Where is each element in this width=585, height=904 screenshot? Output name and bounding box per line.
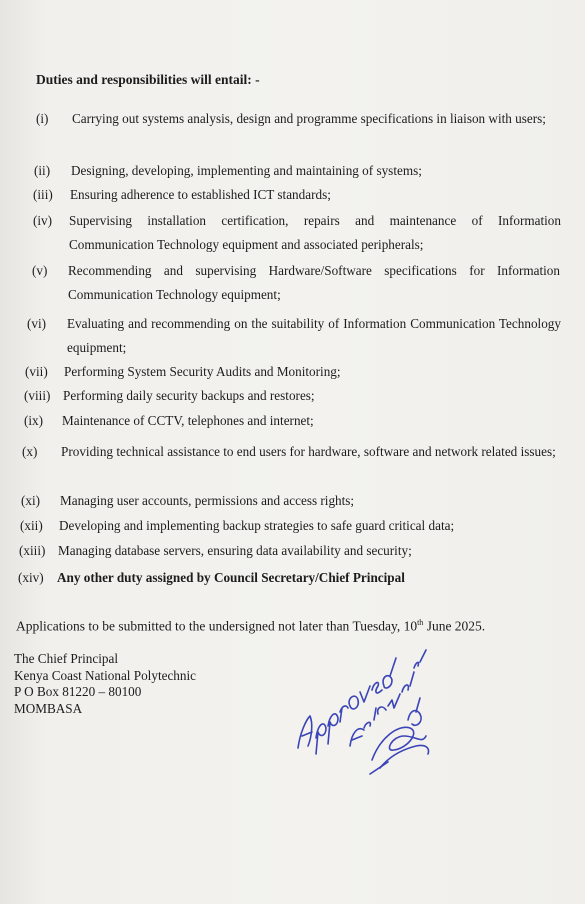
handwritten-signature (280, 628, 440, 778)
duty-number: (ix) (24, 413, 44, 428)
duty-text: Evaluating and recommending on the suitability of Information Communication Technology equipment; (67, 316, 561, 355)
duty-text: Managing user accounts, permissions and access rights; (60, 493, 355, 508)
duty-number: (ii) (34, 163, 51, 178)
duty-number: (iii) (33, 187, 53, 202)
address-line: Kenya Coast National Polytechnic (14, 667, 197, 683)
duty-number: (xi) (21, 493, 41, 508)
application-deadline-text: Applications to be submitted to the undersigned not later than Tuesday, 10 (16, 618, 418, 634)
duty-number: (x) (22, 444, 38, 459)
duties-heading: Duties and responsibilities will entail: - (36, 72, 260, 87)
duty-text: Any other duty assigned by Council Secretary/Chief Principal (57, 570, 405, 585)
duty-number: (i) (36, 111, 49, 126)
duty-number: (vi) (27, 316, 47, 331)
duty-text: Supervising installation certification, repairs and maintenance of Information Communication Technology equipment and associated peripherals; (69, 213, 561, 252)
duty-text: Developing and implementing backup strategies to safe guard critical data; (59, 518, 455, 533)
duty-text: Recommending and supervising Hardware/Software specifications for Information Communication Technology equipment; (68, 263, 560, 302)
address-line: P O Box 81220 – 80100 (14, 684, 142, 699)
duty-text: Providing technical assistance to end users for hardware, software and network related issues; (61, 444, 556, 459)
duty-number: (xii) (20, 518, 43, 533)
duty-number: (iv) (33, 213, 53, 228)
duty-text: Ensuring adherence to established ICT standards; (70, 187, 331, 202)
duty-number: (vii) (25, 364, 48, 379)
duty-number: (xiii) (19, 543, 46, 558)
duty-number: (xiv) (18, 570, 44, 585)
address-block (14, 651, 196, 717)
application-deadline-end: June 2025. (423, 618, 486, 634)
duty-text: Performing System Security Audits and Monitoring; (64, 364, 341, 379)
duty-text: Performing daily security backups and restores; (63, 388, 315, 403)
address-line: MOMBASA (14, 700, 83, 716)
duty-text: Designing, developing, implementing and maintaining of systems; (71, 163, 422, 178)
duty-text: Maintenance of CCTV, telephones and internet; (62, 413, 314, 428)
duty-text: Managing database servers, ensuring data availability and security; (58, 543, 412, 558)
duty-text: Carrying out systems analysis, design and programme specifications in liaison with users; (72, 111, 546, 126)
duty-number: (v) (32, 263, 48, 278)
duty-number: (viii) (24, 388, 51, 403)
address-line: The Chief Principal (14, 651, 119, 666)
ordinal-suffix: th (417, 618, 424, 627)
